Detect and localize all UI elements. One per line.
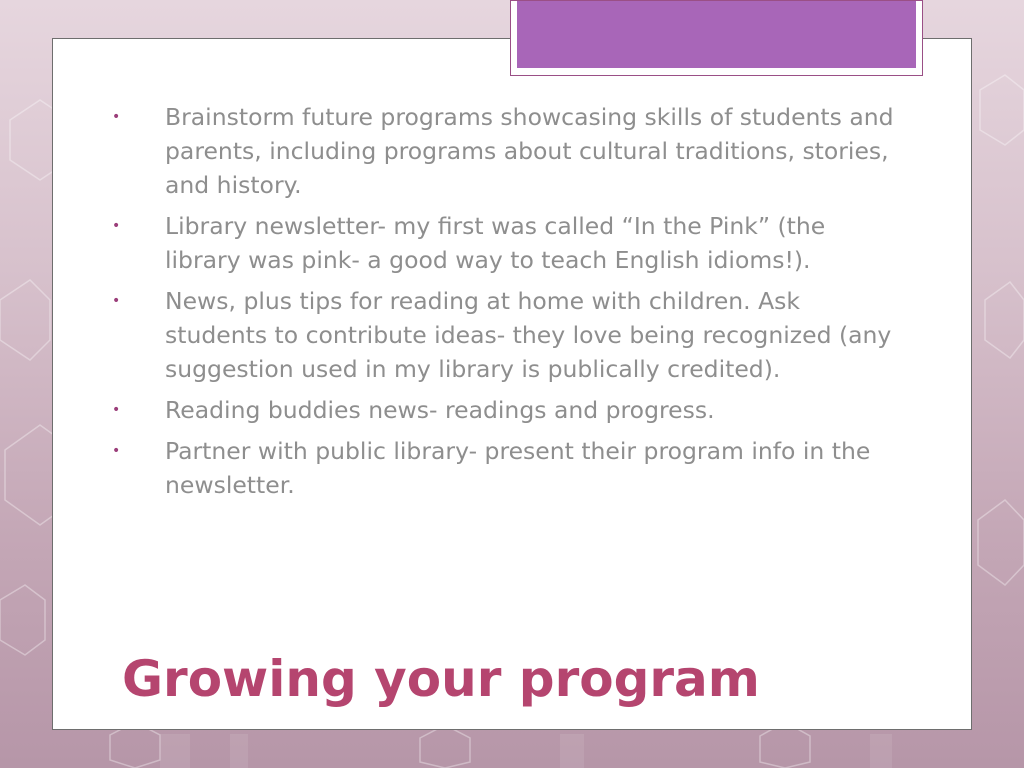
bullet-icon: • [112, 402, 121, 418]
bullet-text: News, plus tips for reading at home with children. Ask students to contribute ideas- they love being recognized (any suggestion used in my library is publically credited). [165, 287, 892, 383]
bullet-list [110, 100, 900, 509]
bullet-item [110, 284, 900, 386]
bullet-item [110, 100, 900, 202]
bullet-icon: • [112, 293, 121, 309]
accent-tab-fill [517, 1, 916, 68]
bullet-text: Brainstorm future programs showcasing skills of students and parents, including programs about cultural traditions, stories, and history. [165, 103, 894, 199]
bullet-item [110, 434, 900, 502]
bullet-text: Library newsletter- my first was called “In the Pink” (the library was pink- a good way to teach English idioms!). [165, 212, 826, 274]
accent-header-tab [510, 0, 923, 76]
bullet-icon: • [112, 443, 121, 459]
bullet-icon: • [112, 218, 121, 234]
bullet-text: Reading buddies news- readings and progress. [165, 396, 715, 424]
bullet-icon: • [112, 109, 121, 125]
slide-title: Growing your program [122, 650, 760, 708]
bullet-item [110, 393, 900, 427]
bullet-item [110, 209, 900, 277]
bullet-text: Partner with public library- present their program info in the newsletter. [165, 437, 871, 499]
